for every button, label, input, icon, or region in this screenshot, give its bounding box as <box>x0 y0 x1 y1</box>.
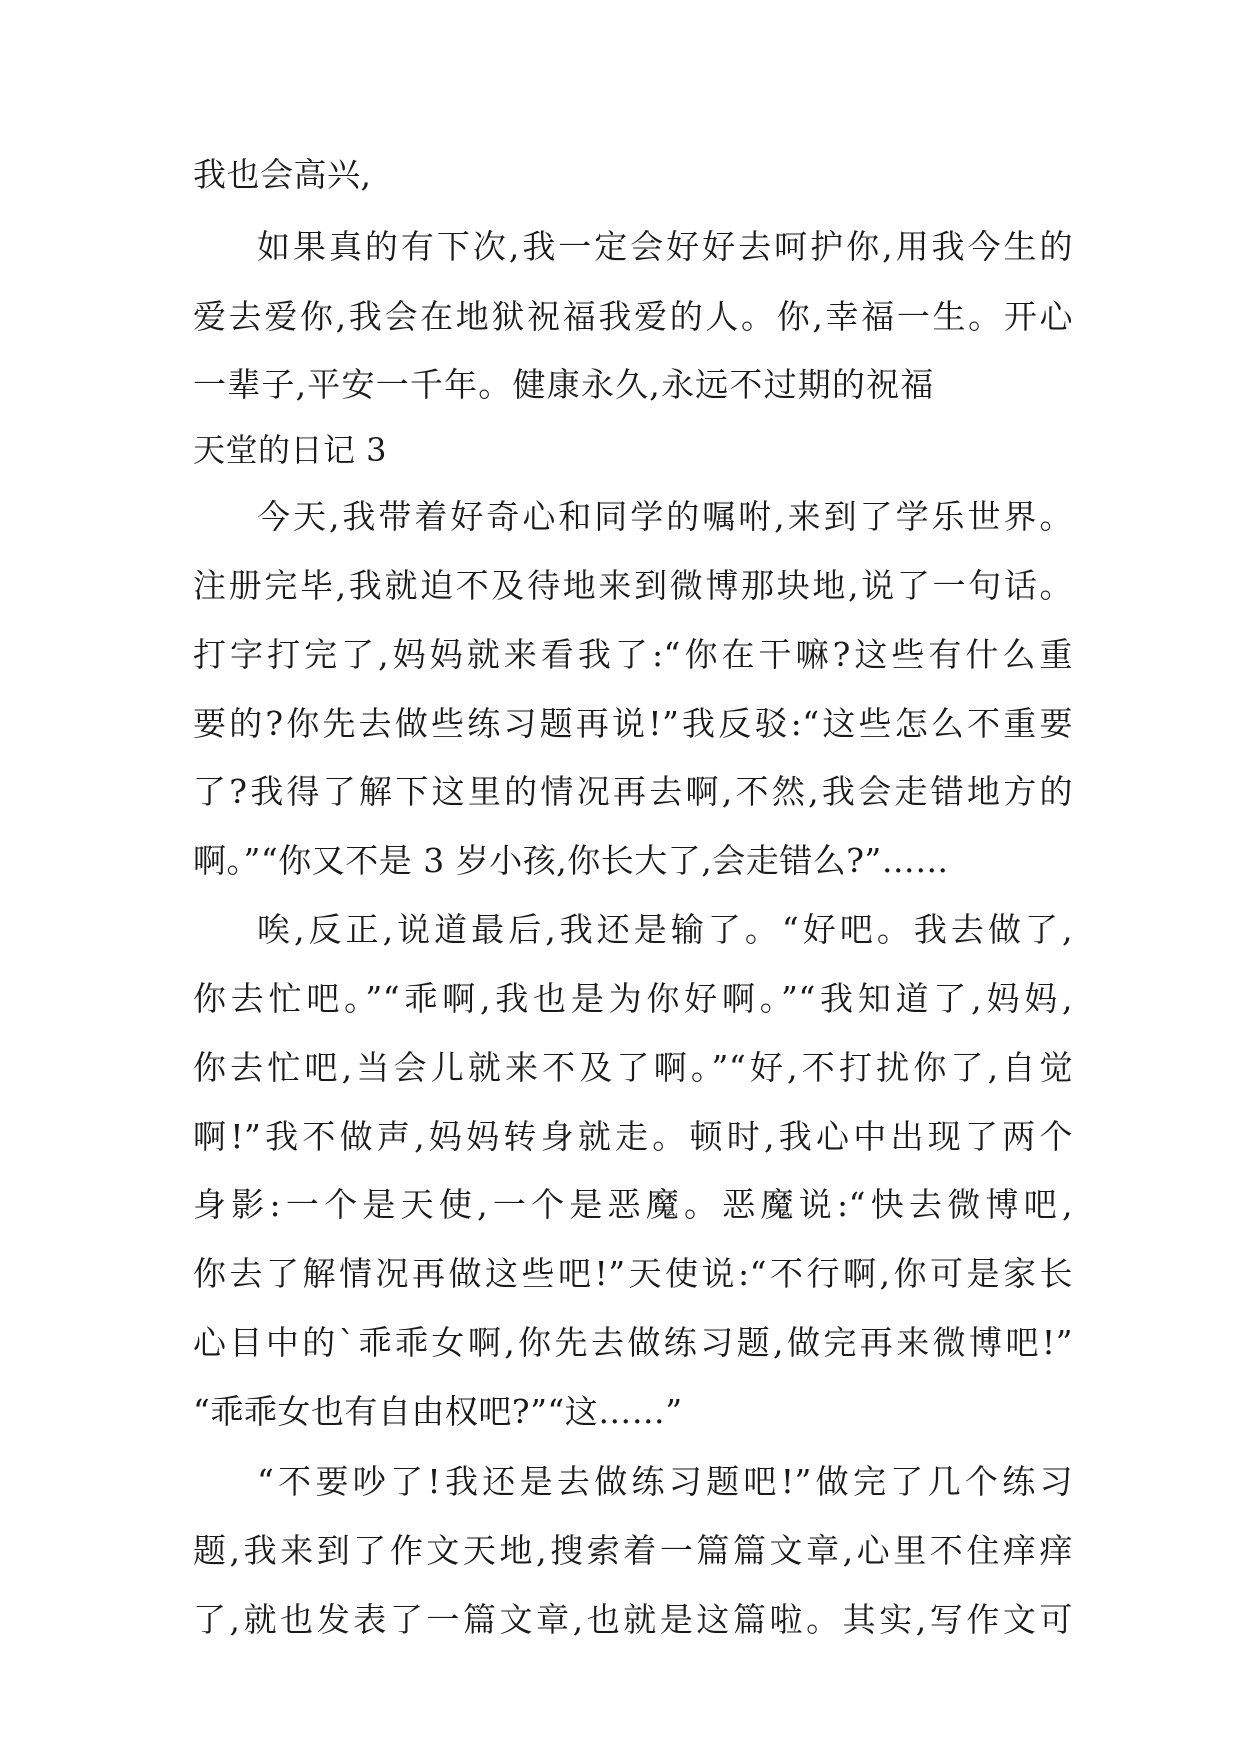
text-line: 我也会高兴, <box>193 155 372 194</box>
paragraph-first-line: 今天,我带着好奇心和同学的嘱咐,来到了学乐世界。 <box>257 497 1073 536</box>
text-line: 身影:一个是天使,一个是恶魔。恶魔说:“快去微博吧, <box>193 1185 1073 1224</box>
paragraph-first-line: “不要吵了!我还是去做练习题吧!”做完了几个练习 <box>257 1462 1073 1501</box>
text-line: 爱去爱你,我会在地狱祝福我爱的人。你,幸福一生。开心 <box>193 297 1073 336</box>
text-line: 一辈子,平安一千年。健康永久,永远不过期的祝福 <box>193 365 935 404</box>
paragraph-first-line: 唉,反正,说道最后,我还是输了。“好吧。我去做了, <box>257 910 1073 949</box>
text-line: 注册完毕,我就迫不及待地来到微博那块地,说了一句话。 <box>193 566 1073 605</box>
text-line: 啊!”我不做声,妈妈转身就走。顿时,我心中出现了两个 <box>193 1117 1073 1156</box>
text-line: 心目中的`乖乖女啊,你先去做练习题,做完再来微博吧!” <box>193 1323 1073 1362</box>
text-line: “乖乖女也有自由权吧?”“这……” <box>193 1392 683 1431</box>
text-line: 要的?你先去做些练习题再说!”我反驳:“这些怎么不重要 <box>193 704 1073 743</box>
section-heading: 天堂的日记 3 <box>193 431 388 469</box>
text-line: 你去忙吧。”“乖啊,我也是为你好啊。”“我知道了,妈妈, <box>193 979 1073 1018</box>
text-line: 打字打完了,妈妈就来看我了:“你在干嘛?这些有什么重 <box>193 635 1073 674</box>
text-line: 你去忙吧,当会儿就来不及了啊。”“好,不打扰你了,自觉 <box>193 1048 1073 1087</box>
text-line: 你去了解情况再做这些吧!”天使说:“不行啊,你可是家长 <box>193 1254 1073 1293</box>
text-line: 了,就也发表了一篇文章,也就是这篇啦。其实,写作文可 <box>193 1600 1073 1639</box>
paragraph-first-line: 如果真的有下次,我一定会好好去呵护你,用我今生的 <box>257 227 1073 266</box>
text-line: 了?我得了解下这里的情况再去啊,不然,我会走错地方的 <box>193 772 1073 811</box>
text-line: 题,我来到了作文天地,搜索着一篇篇文章,心里不住痒痒 <box>193 1531 1073 1570</box>
text-line: 啊。”“你又不是 3 岁小孩,你长大了,会走错么?”…… <box>193 841 949 880</box>
